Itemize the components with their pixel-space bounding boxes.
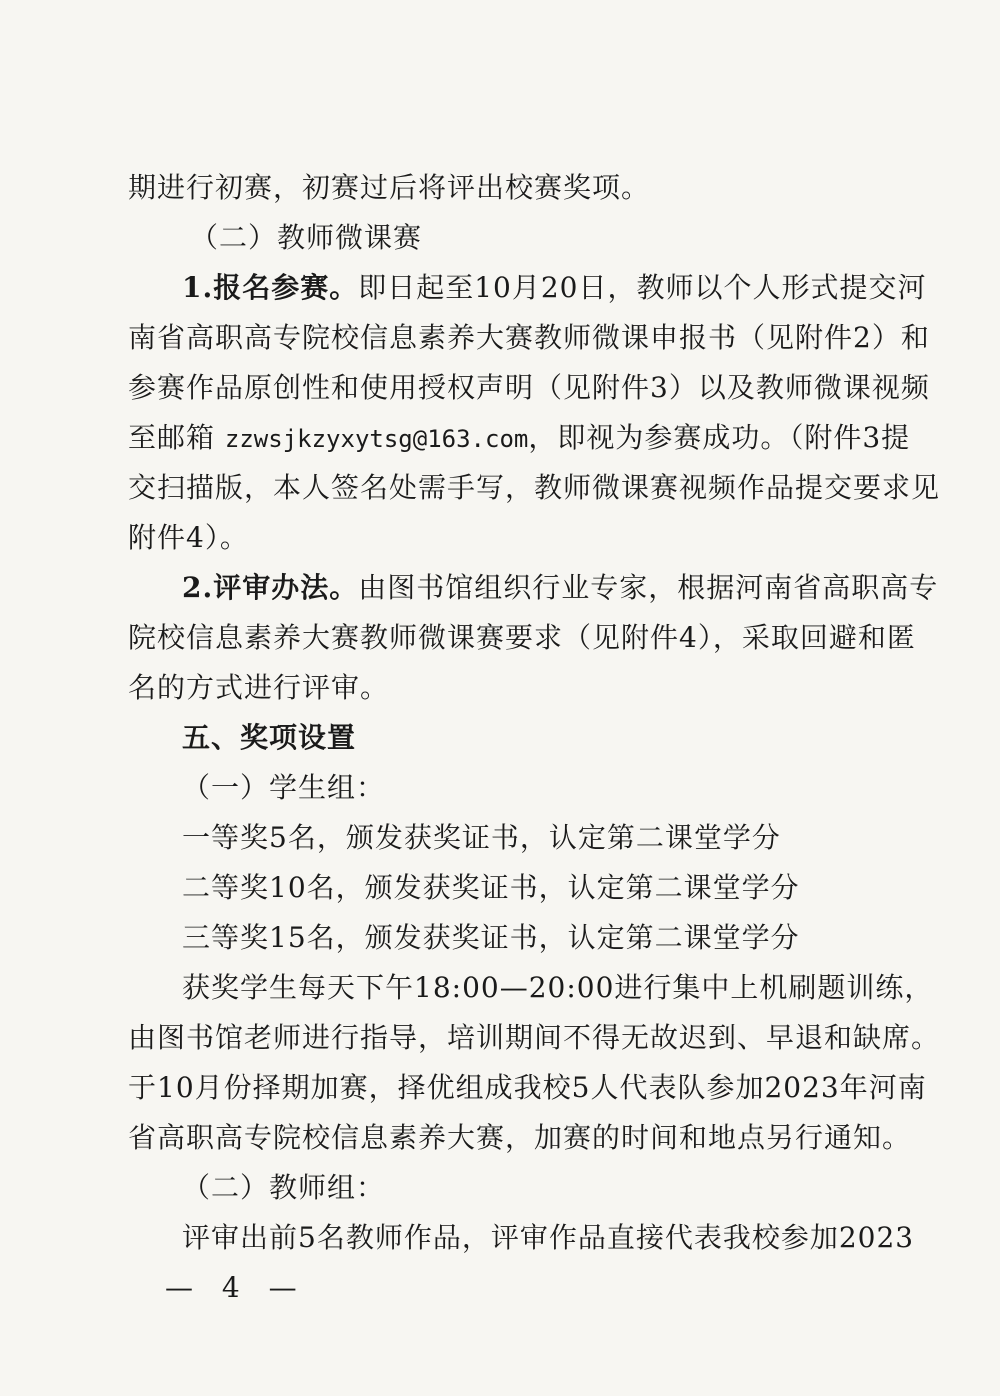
paragraph-line: 南省高职高专院校信息素养大赛教师微课申报书（见附件2）和 bbox=[128, 321, 930, 354]
award-line: 二等奖10名，颁发获奖证书，认定第二课堂学分 bbox=[182, 871, 800, 904]
award-line: 三等奖15名，颁发获奖证书，认定第二课堂学分 bbox=[182, 921, 800, 954]
subheading-label: 2.评审办法。 bbox=[182, 571, 359, 604]
section-heading: （二）教师微课赛 bbox=[190, 221, 423, 254]
paragraph-line: 由图书馆老师进行指导，培训期间不得无故迟到、早退和缺席。 bbox=[128, 1021, 941, 1054]
paragraph-line: 评审出前5名教师作品，评审作品直接代表我校参加2023 bbox=[182, 1221, 915, 1254]
paragraph-line: 期进行初赛，初赛过后将评出校赛奖项。 bbox=[128, 171, 651, 204]
paragraph-line: 名的方式进行评审。 bbox=[128, 671, 390, 704]
paragraph-text: 由图书馆组织行业专家，根据河南省高职高专 bbox=[358, 571, 939, 604]
award-line: 一等奖5名，颁发获奖证书，认定第二课堂学分 bbox=[182, 821, 781, 854]
paragraph-line bbox=[182, 268, 927, 308]
section-heading: 五、奖项设置 bbox=[182, 721, 357, 754]
paragraph-text: ，即视为参赛成功。（附件3提 bbox=[528, 421, 911, 454]
paragraph-line: 附件4）。 bbox=[128, 521, 249, 554]
paragraph-line: 于10月份择期加赛，择优组成我校5人代表队参加2023年河南 bbox=[128, 1071, 927, 1104]
paragraph-line bbox=[182, 568, 938, 608]
paragraph-line: 省高职高专院校信息素养大赛，加赛的时间和地点另行通知。 bbox=[128, 1121, 912, 1154]
paragraph-line bbox=[128, 418, 910, 459]
section-subheading: （一）学生组： bbox=[182, 771, 386, 804]
subheading-label: 1.报名参赛。 bbox=[182, 271, 359, 304]
section-subheading: （二）教师组： bbox=[182, 1171, 386, 1204]
paragraph-text: 即日起至10月20日，教师以个人形式提交河 bbox=[358, 271, 927, 304]
paragraph-line: 院校信息素养大赛教师微课赛要求（见附件4），采取回避和匿 bbox=[128, 621, 916, 654]
email-address: zzwsjkzyxytsg@163.com bbox=[224, 425, 529, 453]
paragraph-line: 获奖学生每天下午18:00—20:00进行集中上机刷题训练， bbox=[182, 971, 934, 1004]
paragraph-line: 参赛作品原创性和使用授权声明（见附件3）以及教师微课视频 bbox=[128, 371, 930, 404]
paragraph-text: 至邮箱 bbox=[128, 421, 225, 454]
page-number: — 4 — bbox=[165, 1271, 307, 1304]
paragraph-line: 交扫描版，本人签名处需手写，教师微课赛视频作品提交要求见 bbox=[128, 471, 941, 504]
